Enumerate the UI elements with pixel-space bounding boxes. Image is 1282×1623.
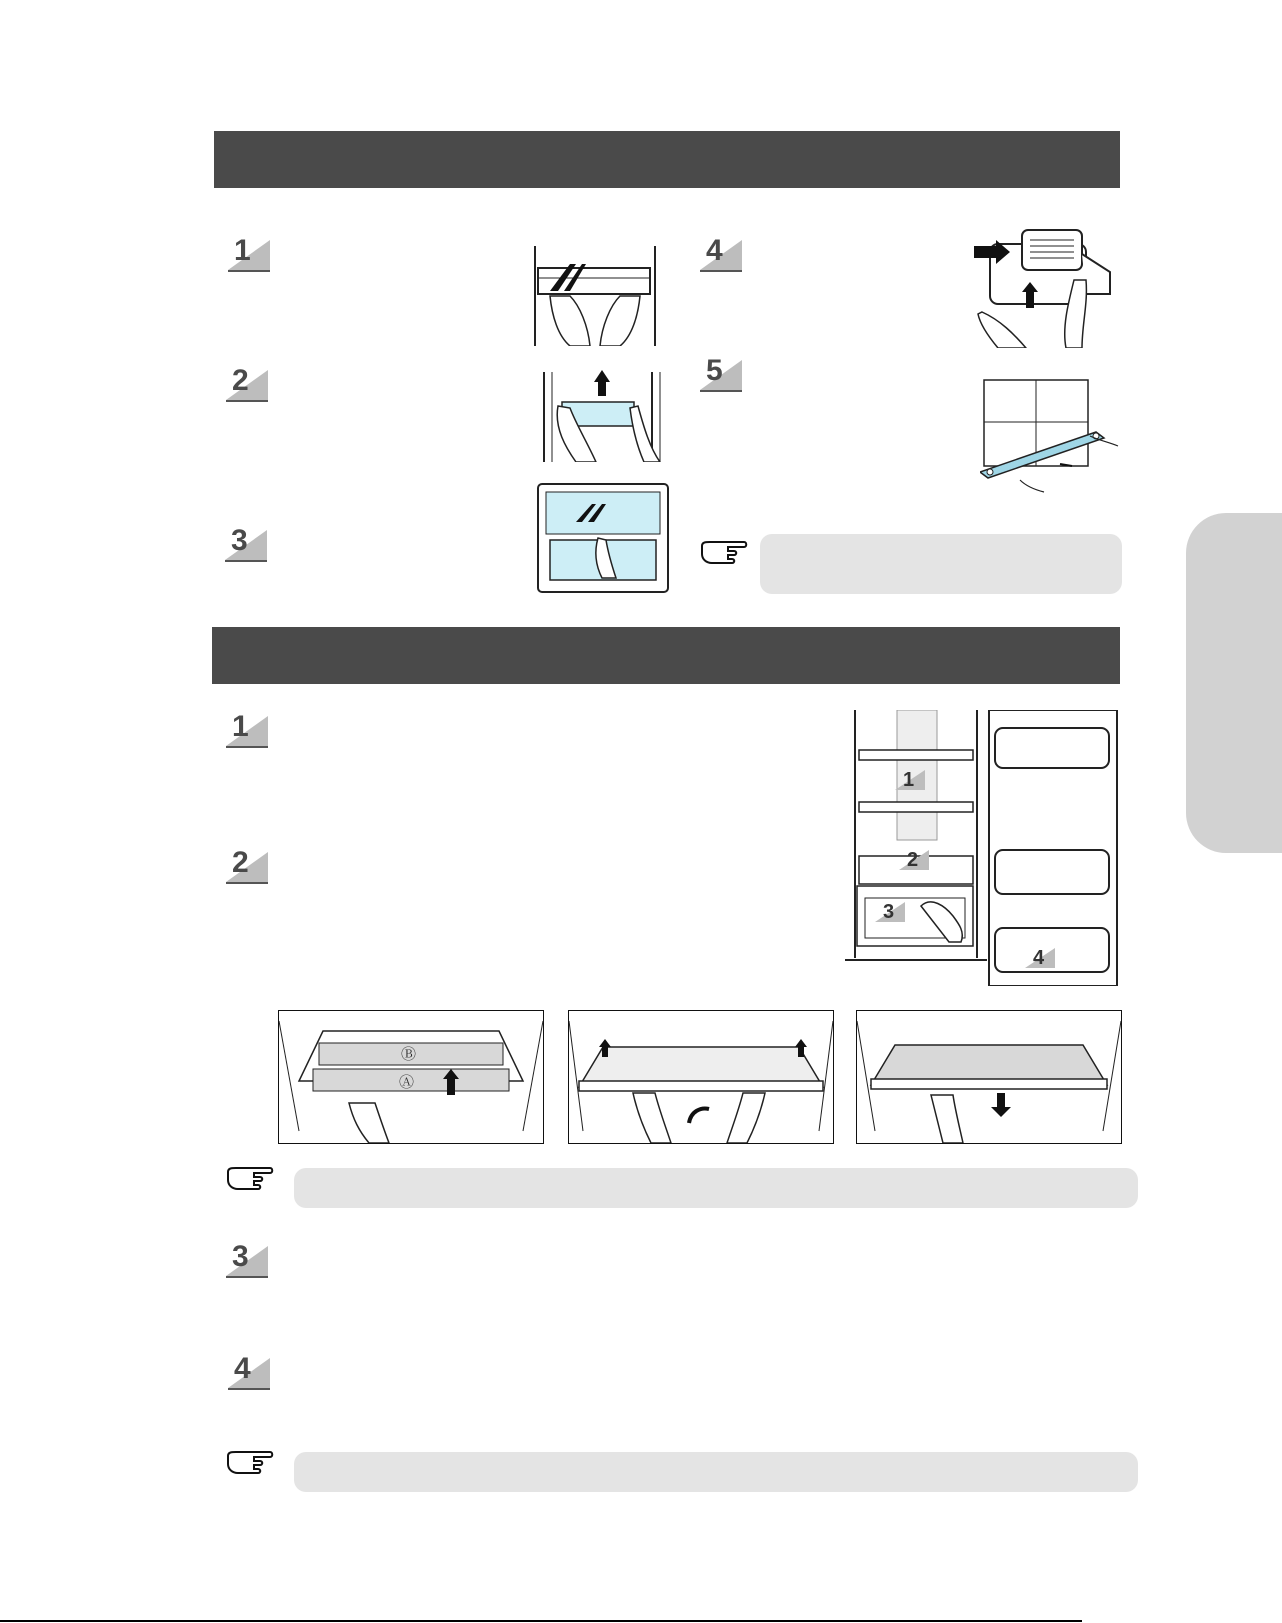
illustration-lift-bin <box>540 368 670 462</box>
pointing-hand-icon <box>226 1166 274 1194</box>
section-2-header <box>212 627 1120 684</box>
illustration-ice-bucket <box>970 224 1120 348</box>
pointing-hand-icon <box>700 540 748 568</box>
fridge-label-3: 3 <box>883 901 895 923</box>
fridge-label-1: 1 <box>903 769 915 791</box>
step-badge-1 <box>226 712 270 748</box>
step-badge-4 <box>700 236 744 272</box>
illustration-base-grille <box>980 376 1124 494</box>
step-badge-3 <box>226 1242 270 1278</box>
step-number: 3 <box>232 1240 249 1273</box>
step-number: 1 <box>234 234 251 267</box>
step-number: 2 <box>232 846 249 879</box>
illustration-remove-shelf <box>530 246 660 346</box>
step-number: 3 <box>231 524 248 557</box>
illustration-fridge-interior <box>845 710 1121 986</box>
fridge-label-2: 2 <box>907 849 919 871</box>
section-1-header <box>214 131 1120 188</box>
step-badge-2 <box>226 366 270 402</box>
step-badge-1 <box>228 236 272 272</box>
figure-shelf-step-a <box>278 1010 544 1144</box>
step-badge-2 <box>226 848 270 884</box>
chapter-side-tab <box>1186 513 1282 853</box>
illustration-drawer <box>536 482 670 594</box>
shelf-label-b: Ⓑ <box>401 1045 417 1063</box>
footer-rule <box>0 1620 1082 1622</box>
step-number: 5 <box>706 354 723 387</box>
figure-shelf-step-c <box>856 1010 1122 1144</box>
fridge-label-4: 4 <box>1033 947 1045 969</box>
step-badge-3 <box>225 526 269 562</box>
step-number: 1 <box>232 710 249 743</box>
step-number: 4 <box>706 234 723 267</box>
note-box-section-1 <box>760 534 1122 594</box>
step-number: 4 <box>234 1352 251 1385</box>
shelf-label-a: Ⓐ <box>399 1073 415 1091</box>
note-box-section-2a <box>294 1168 1138 1208</box>
figure-shelf-step-b <box>568 1010 834 1144</box>
step-badge-4 <box>228 1354 272 1390</box>
step-badge-5 <box>700 356 744 392</box>
note-box-section-2b <box>294 1452 1138 1492</box>
step-number: 2 <box>232 364 249 397</box>
pointing-hand-icon <box>226 1450 274 1478</box>
